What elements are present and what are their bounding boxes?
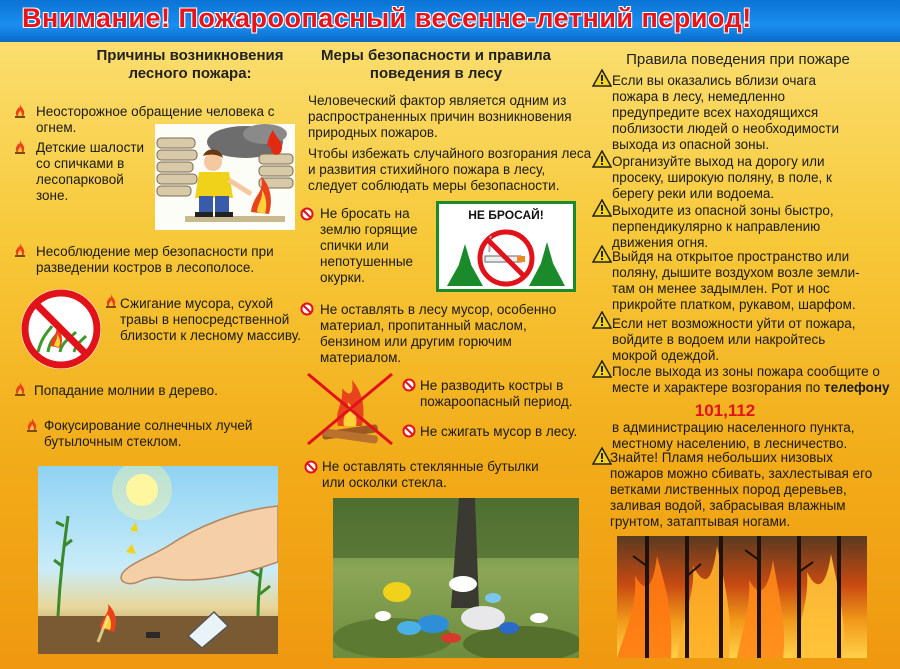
col1-header: Причины возникновения лесного пожара: [96,47,284,82]
prohibition-icon [300,207,314,221]
report-text: После выхода из зоны пожара сообщите о месте и характере возгорания по [612,364,880,395]
fire-bullet-icon [12,242,28,258]
warning-icon [592,150,612,168]
col3-item-4: Выйдя на открытое пространство или поляну, дышите воздухом возле земли-там он менее задымлен. Рот и нос прикройте платком, рукавом, шарфом. [612,249,860,312]
fire-bullet-icon [12,139,28,155]
children-matches-illustration [155,124,295,230]
col2-item-2: Не оставлять в лесу мусор, особенно материал, пропитанный маслом, бензином или другим горючим материалом. [320,302,557,365]
prohibition-icon [304,460,318,474]
do-not-throw-sign [436,201,576,292]
col3-report-post: в администрацию населенного пункта, местному населению, в лесничество. [612,420,855,451]
emergency-phone: 101,112 [694,401,756,420]
col3-item-2: Организуйте выход на дорогу или просеку, широкую поляну, в поле, к берегу реки или водоема. [612,154,832,201]
col2-item-5: Не оставлять стеклянные бутылки или осколки стекла. [322,459,539,490]
col2-item-3: Не разводить костры в пожароопасный период. [420,378,573,409]
col2-intro-2: Чтобы избежать случайного возгорания леса и развития стихийного пожара в лесу, следует соблюдать меры безопасности. [308,146,592,193]
col2-header: Меры безопасности и правила поведения в лесу [321,47,551,82]
col2-intro: Человеческий фактор является одним из распространенных причин возникновения природных пожаров. [308,93,572,140]
prohibition-icon [402,378,416,392]
col2-item-4: Не сжигать мусор в лесу. [420,424,578,439]
col2-item-1: Не бросать на землю горящие спички или непотушенные окурки. [320,206,418,285]
warning-icon [592,360,612,378]
title-banner [0,0,900,42]
col1-item-5: Попадание молнии в дерево. [34,383,218,398]
col3-header: Правила поведения при пожаре [626,51,850,68]
col1-item-4: Сжигание мусора, сухой травы в непосредственной близости к лесному массиву. [120,296,301,343]
report-phone-word: телефону [823,380,890,395]
warning-icon [592,311,612,329]
no-burning-grass-sign [18,286,104,372]
col3-item-5: Если нет возможности уйти от пожара, войдите в водоем или накройтесь мокрой одеждой. [612,316,856,363]
forest-litter-photo [333,498,579,658]
prohibition-icon [402,424,416,438]
prohibition-icon [300,302,314,316]
no-campfire-icon [304,370,396,448]
fire-bullet-icon [12,381,28,397]
col1-item-1: Неосторожное обращение человека с огнем. [36,104,275,135]
poster-title: Внимание! Пожароопасный весенне-летний период! [22,3,752,33]
warning-icon [592,199,612,217]
warning-icon [592,447,612,465]
fire-bullet-icon [24,417,40,433]
col1-item-3: Несоблюдение мер безопасности при разведении костров в лесополосе. [36,244,274,275]
fire-bullet-icon [12,103,28,119]
col3-report [612,364,894,396]
col1-item-6: Фокусирование солнечных лучей бутылочным стеклом. [44,418,253,449]
col3-item-3: Выходите из опасной зоны быстро, перпендикулярно к направлению движения огня. [612,203,834,250]
sign-label: НЕ БРОСАЙ! [468,208,544,222]
col3-know: Знайте! Пламя небольших низовых пожаров можно сбивать, захлестывая его ветками лиственных пород деревьев, заливая водой, забрасывая влажным грунтом, затаптывая ногами. [610,450,873,529]
forest-fire-photo [617,536,867,658]
sun-glass-illustration [38,466,278,654]
warning-icon [592,245,612,263]
warning-icon [592,69,612,87]
col1-item-2: Детские шалости со спичками в лесопарковой зоне. [36,140,145,203]
fire-bullet-icon [103,293,119,309]
col3-item-1: Если вы оказались вблизи очага пожара в лесу, немедленно предупредите всех находящихся поблизости людей о необходимости выхода из опасной зоны. [612,73,840,152]
